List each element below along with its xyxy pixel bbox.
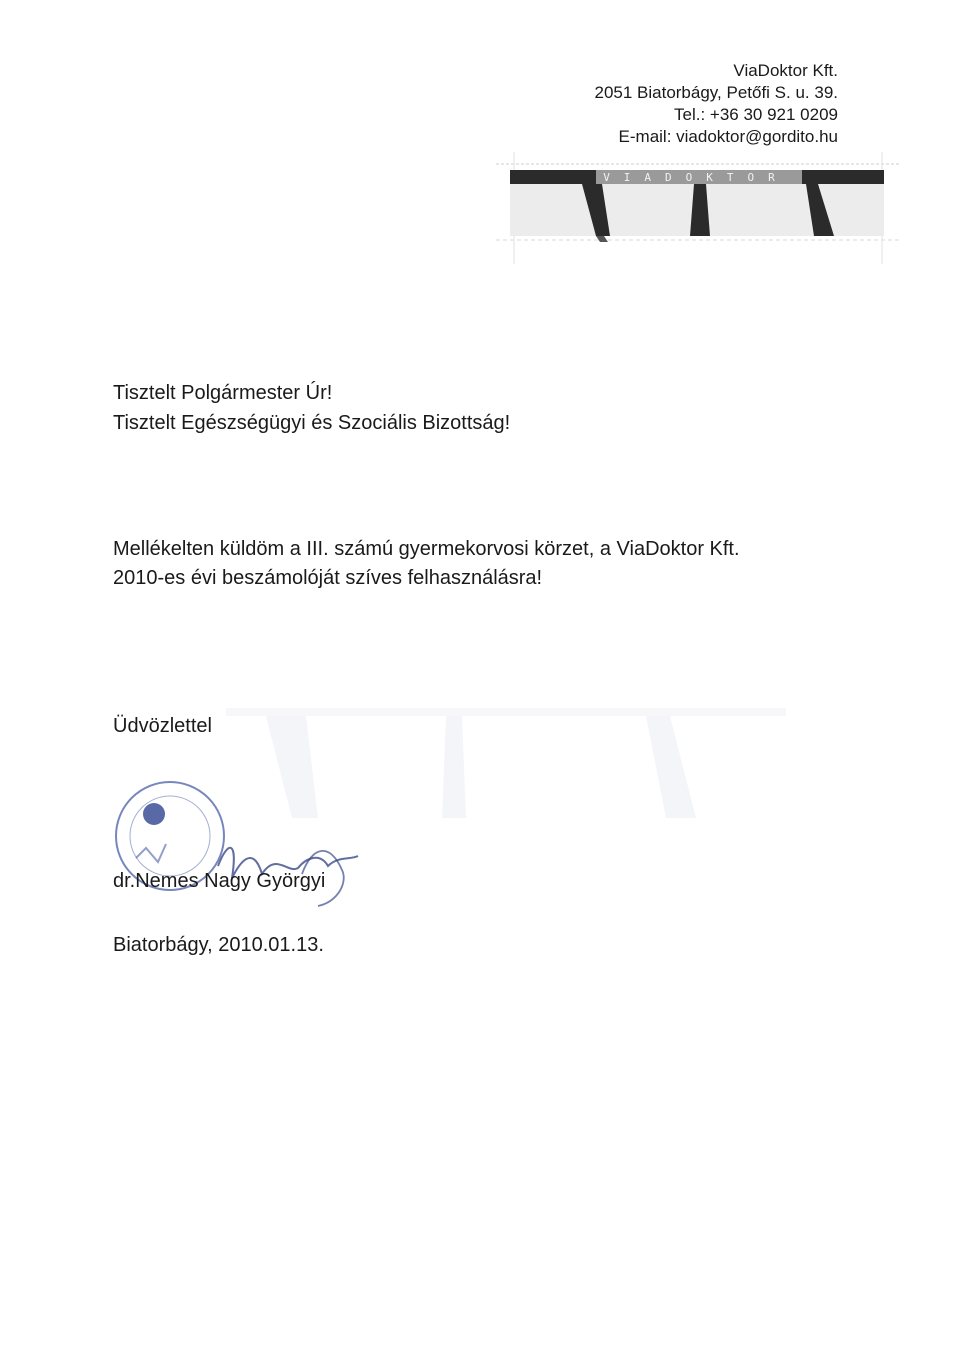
sender-company: ViaDoktor Kft.	[733, 61, 838, 80]
salutation	[113, 378, 510, 438]
logo-tagline: VIADOKTOR	[603, 171, 789, 184]
sender-email: E-mail: viadoktor@gordito.hu	[618, 127, 838, 146]
stamp-and-signature	[106, 770, 386, 920]
salutation-committee: Tisztelt Egészségügyi és Szociális Bizottság!	[113, 412, 511, 434]
letter-body	[113, 535, 740, 593]
sender-block	[594, 60, 838, 148]
body-line-1: Mellékelten küldöm a III. számú gyermekorvosi körzet, a ViaDoktor Kft.	[113, 538, 740, 560]
viadoktor-logo	[496, 152, 900, 264]
closing-greeting: Üdvözlettel	[113, 715, 212, 737]
sender-address: 2051 Biatorbágy, Petőfi S. u. 39.	[594, 83, 838, 102]
salutation-mayor: Tisztelt Polgármester Úr!	[113, 382, 333, 404]
sender-phone: Tel.: +36 30 921 0209	[674, 105, 838, 124]
body-line-2: 2010-es évi beszámolóját szíves felhasználásra!	[113, 567, 543, 589]
place-and-date: Biatorbágy, 2010.01.13.	[113, 934, 324, 956]
signer-name: dr.Nemes Nagy Györgyi	[113, 870, 326, 892]
